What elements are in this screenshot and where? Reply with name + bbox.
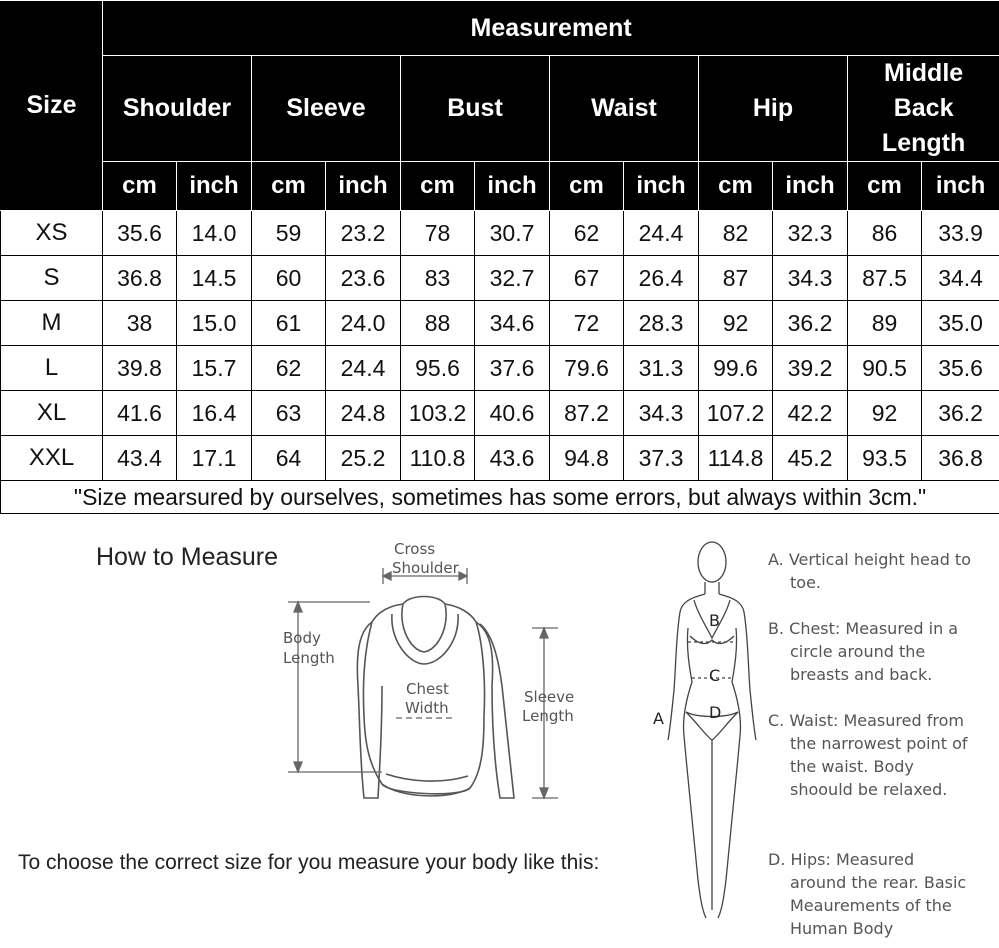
measurement-header: Measurement — [103, 1, 999, 56]
measurement-cell: 94.8 — [550, 436, 624, 481]
unit-header: cm — [401, 162, 475, 211]
measurement-cell: 26.4 — [624, 256, 699, 301]
measurement-cell: 67 — [550, 256, 624, 301]
measurement-cell: 61 — [252, 301, 326, 346]
unit-header: cm — [699, 162, 773, 211]
measurement-cell: 107.2 — [699, 391, 773, 436]
measurement-cell: 37.6 — [475, 346, 550, 391]
chest-width-label-line1: Chest — [406, 680, 449, 698]
measurement-cell: 25.2 — [326, 436, 401, 481]
cross-shoulder-label-line1: Cross — [394, 540, 436, 558]
category-header-hip: Hip — [699, 56, 848, 162]
legend-a: A. Vertical height head to toe. — [768, 550, 971, 592]
size-column-header: Size — [1, 1, 103, 211]
marker-a: A — [653, 709, 664, 728]
measurement-note: "Size mearsured by ourselves, sometimes has some errors, but always within 3cm." — [1, 481, 999, 514]
unit-header: inch — [773, 162, 848, 211]
measurement-cell: 32.7 — [475, 256, 550, 301]
category-header-waist: Waist — [550, 56, 699, 162]
unit-header: inch — [624, 162, 699, 211]
measurement-cell: 88 — [401, 301, 475, 346]
measurement-cell: 45.2 — [773, 436, 848, 481]
measurement-cell: 30.7 — [475, 211, 550, 256]
measurement-cell: 92 — [848, 391, 922, 436]
measurement-cell: 41.6 — [103, 391, 177, 436]
measurement-cell: 83 — [401, 256, 475, 301]
note-row — [1, 481, 999, 514]
unit-header: inch — [326, 162, 401, 211]
measurement-cell: 14.5 — [177, 256, 252, 301]
measurement-cell: 78 — [401, 211, 475, 256]
measurement-cell: 24.4 — [326, 346, 401, 391]
sleeve-length-label-line1: Sleeve — [524, 688, 575, 706]
measurement-cell: 32.3 — [773, 211, 848, 256]
measurement-cell: 39.2 — [773, 346, 848, 391]
body-length-label-line1: Body — [283, 629, 321, 647]
measurement-cell: 15.0 — [177, 301, 252, 346]
table-row — [1, 301, 999, 346]
unit-header: cm — [848, 162, 922, 211]
measurement-cell: 16.4 — [177, 391, 252, 436]
measurement-cell: 34.3 — [624, 391, 699, 436]
measurement-cell: 62 — [252, 346, 326, 391]
table-row — [1, 346, 999, 391]
measurement-cell: 15.7 — [177, 346, 252, 391]
measurement-cell: 86 — [848, 211, 922, 256]
garment-diagram — [270, 536, 600, 806]
measurement-cell: 64 — [252, 436, 326, 481]
measurement-cell: 43.6 — [475, 436, 550, 481]
category-header-middle-back-length: Middle Back Length — [848, 56, 999, 162]
measurement-cell: 31.3 — [624, 346, 699, 391]
measurement-cell: 110.8 — [401, 436, 475, 481]
measurement-cell: 35.6 — [103, 211, 177, 256]
measurement-cell: 23.6 — [326, 256, 401, 301]
measurement-cell: 87.2 — [550, 391, 624, 436]
marker-d: D — [709, 703, 722, 722]
measurement-cell: 114.8 — [699, 436, 773, 481]
unit-header: inch — [922, 162, 999, 211]
unit-header: inch — [475, 162, 550, 211]
measurement-cell: 87.5 — [848, 256, 922, 301]
measurement-cell: 37.3 — [624, 436, 699, 481]
measurement-cell: 28.3 — [624, 301, 699, 346]
measurement-cell: 63 — [252, 391, 326, 436]
category-header-sleeve: Sleeve — [252, 56, 401, 162]
measurement-cell: 36.8 — [922, 436, 999, 481]
measurement-cell: 23.2 — [326, 211, 401, 256]
measurement-cell: 93.5 — [848, 436, 922, 481]
measurement-cell: 34.3 — [773, 256, 848, 301]
measurement-cell: 92 — [699, 301, 773, 346]
measurement-cell: 59 — [252, 211, 326, 256]
measurement-cell: 82 — [699, 211, 773, 256]
measurement-cell: 36.2 — [773, 301, 848, 346]
measurement-cell: 79.6 — [550, 346, 624, 391]
measurement-cell: 40.6 — [475, 391, 550, 436]
table-row — [1, 436, 999, 481]
size-cell: XL — [1, 391, 103, 436]
size-cell: L — [1, 346, 103, 391]
measurement-cell: 35.6 — [922, 346, 999, 391]
measurement-cell: 14.0 — [177, 211, 252, 256]
measure-instruction-text: To choose the correct size for you measure your body like this: — [18, 851, 600, 874]
measurement-cell: 36.2 — [922, 391, 999, 436]
measurement-cell: 42.2 — [773, 391, 848, 436]
measurement-cell: 35.0 — [922, 301, 999, 346]
measurement-cell: 87 — [699, 256, 773, 301]
legend-d: D. Hips: Measured around the rear. Basic Meaurements of the Human Body — [768, 850, 967, 938]
table-row — [1, 256, 999, 301]
measurement-cell: 72 — [550, 301, 624, 346]
category-header-shoulder: Shoulder — [103, 56, 252, 162]
size-cell: S — [1, 256, 103, 301]
marker-b: B — [709, 611, 720, 630]
unit-header: inch — [177, 162, 252, 211]
body-figure-diagram — [650, 540, 760, 925]
unit-header: cm — [103, 162, 177, 211]
measurement-cell: 62 — [550, 211, 624, 256]
size-cell: XXL — [1, 436, 103, 481]
body-length-label-line2: Length — [283, 649, 335, 667]
category-header-bust: Bust — [401, 56, 550, 162]
cross-shoulder-label-line2: Shoulder — [392, 559, 459, 577]
table-row — [1, 211, 999, 256]
measurement-cell: 90.5 — [848, 346, 922, 391]
sleeve-length-label-line2: Length — [522, 707, 574, 725]
marker-c: C — [709, 666, 721, 685]
measurement-cell: 24.4 — [624, 211, 699, 256]
measurement-cell: 34.6 — [475, 301, 550, 346]
measurement-cell: 36.8 — [103, 256, 177, 301]
unit-header: cm — [550, 162, 624, 211]
measurement-cell: 38 — [103, 301, 177, 346]
measurement-cell: 24.0 — [326, 301, 401, 346]
how-to-measure-title: How to Measure — [96, 543, 279, 571]
legend-c: C. Waist: Measured from the narrowest point of the waist. Body shoould be relaxed. — [768, 711, 968, 799]
unit-header: cm — [252, 162, 326, 211]
measurement-cell: 95.6 — [401, 346, 475, 391]
measurement-cell: 99.6 — [699, 346, 773, 391]
measurement-cell: 60 — [252, 256, 326, 301]
measurement-cell: 89 — [848, 301, 922, 346]
size-cell: XS — [1, 211, 103, 256]
measurement-cell: 34.4 — [922, 256, 999, 301]
measurement-cell: 24.8 — [326, 391, 401, 436]
chest-width-label-line2: Width — [405, 699, 449, 717]
measurement-cell: 33.9 — [922, 211, 999, 256]
size-cell: M — [1, 301, 103, 346]
measurement-cell: 39.8 — [103, 346, 177, 391]
table-row — [1, 391, 999, 436]
measurement-cell: 43.4 — [103, 436, 177, 481]
legend-b: B. Chest: Measured in a circle around the breasts and back. — [768, 619, 959, 684]
measurement-cell: 103.2 — [401, 391, 475, 436]
measurement-cell: 17.1 — [177, 436, 252, 481]
